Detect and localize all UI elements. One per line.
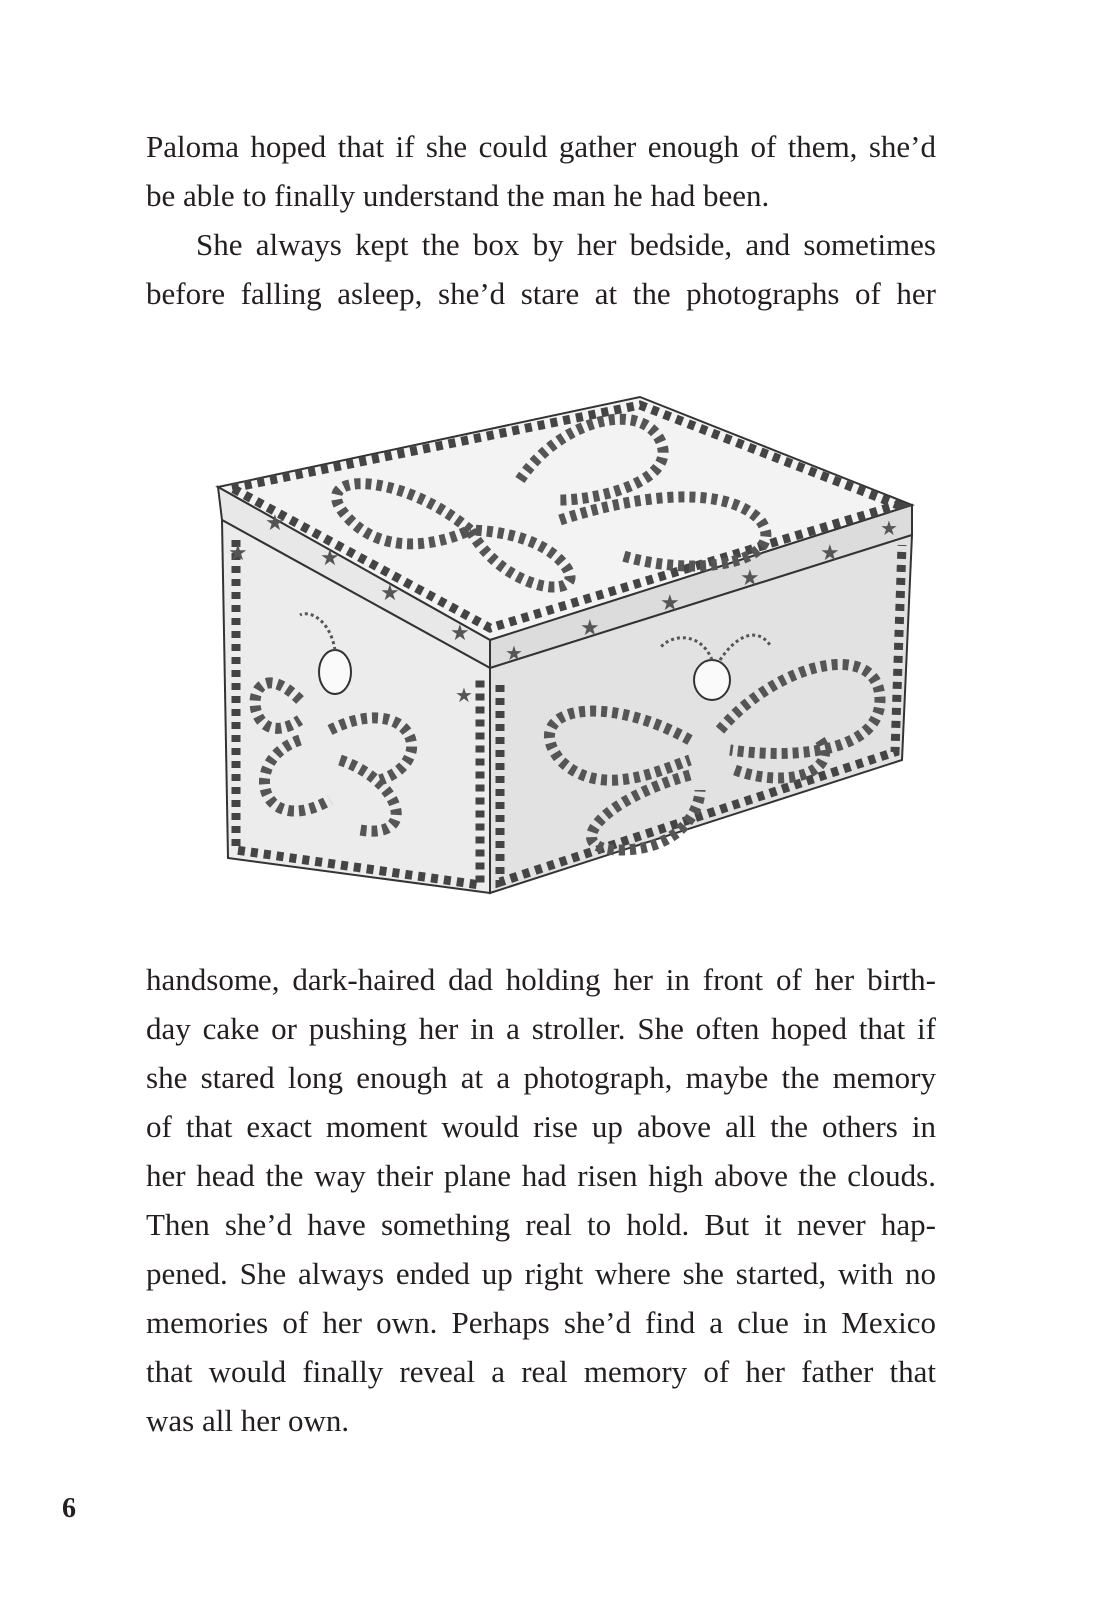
svg-text:★: ★: [265, 510, 285, 535]
left-butterfly-head: [319, 650, 351, 694]
svg-text:★: ★: [505, 643, 523, 665]
text-line: of that exact moment would rise up above all the others in: [146, 1109, 936, 1144]
text-line: Then she’d have something real to hold. But it never hap-: [146, 1207, 936, 1242]
svg-text:★: ★: [820, 540, 840, 565]
svg-text:★: ★: [450, 620, 470, 645]
mosaic-box-illustration: [205, 380, 925, 920]
text-line: be able to finally understand the man he had been.: [146, 178, 770, 213]
page-number: 6: [62, 1493, 76, 1524]
text-line: that would finally reveal a real memory of her father that: [146, 1354, 936, 1389]
text-line: She always kept the box by her bedside, and sometimes: [196, 227, 936, 262]
text-line: she stared long enough at a photograph, maybe the memory: [146, 1060, 936, 1095]
paragraph-bottom: [146, 955, 936, 1445]
paragraph-top: [146, 122, 936, 318]
svg-text:★: ★: [740, 565, 760, 590]
text-line: memories of her own. Perhaps she’d find a clue in Mexico: [146, 1305, 936, 1340]
svg-text:★: ★: [580, 615, 600, 640]
text-line: handsome, dark-haired dad holding her in front of her birth-: [146, 962, 936, 997]
text-line: Paloma hoped that if she could gather enough of them, she’d: [146, 129, 936, 164]
text-line: pened. She always ended up right where she started, with no: [146, 1256, 936, 1291]
svg-text:★: ★: [660, 590, 680, 615]
text-line: before falling asleep, she’d stare at the photographs of her: [146, 276, 936, 311]
text-line: day cake or pushing her in a stroller. She often hoped that if: [146, 1011, 936, 1046]
text-line: her head the way their plane had risen high above the clouds.: [146, 1158, 936, 1193]
front-butterfly-head: [694, 660, 730, 700]
svg-text:★: ★: [455, 685, 473, 707]
svg-text:★: ★: [380, 580, 400, 605]
svg-text:★: ★: [228, 540, 248, 565]
svg-text:★: ★: [320, 545, 340, 570]
svg-text:★: ★: [880, 518, 898, 540]
text-line: was all her own.: [146, 1403, 350, 1438]
